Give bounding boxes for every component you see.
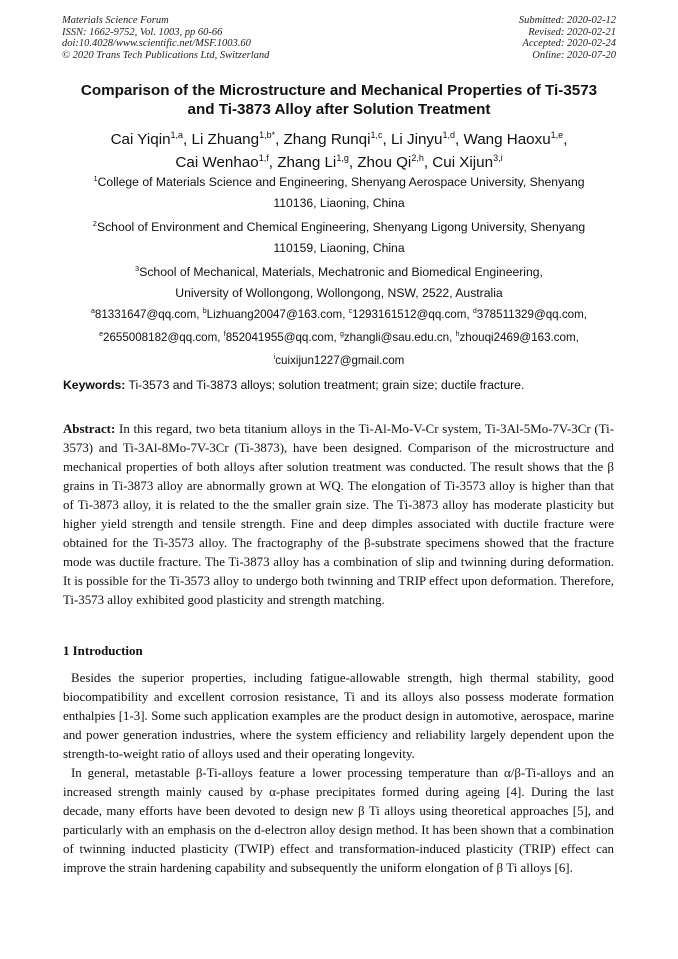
email-link[interactable]: 378511329@qq.com (476, 307, 584, 321)
journal-info (62, 15, 269, 61)
email-sep: , (575, 330, 579, 344)
author-line (40, 126, 638, 149)
email-sep: , (449, 330, 456, 344)
author-sup: 1,f (258, 153, 269, 164)
keywords-label: Keywords: (63, 378, 126, 392)
affiliation-line: 110136, Liaoning, China (273, 195, 405, 210)
submission-dates (519, 15, 616, 61)
email-sup: a (91, 308, 95, 315)
email-sep: , (333, 330, 340, 344)
email-sep: , (342, 307, 349, 321)
author-sup: 1,b* (259, 130, 276, 140)
journal-doi: doi:10.4028/www.scientific.net/MSF.1003.60 (62, 38, 251, 49)
intro-paragraph: In general, metastable β-Ti-alloys feature a lower processing temperature than α/β-Ti-alloys and an increased strength mainly caused by α-phase precipitates formed during ageing [4]. During the last decade, many efforts have been devoted to design new β Ti alloys using theoretical approaches [5], and particularly with an emphasis on the d-electron alloy design method. It has been shown that a combination of twinning inducted plasticity (TWIP) effect and transformation-induced plasticity (TRIP) effect can improve the strain hardening capability and subsequently the uniform elongation of β Ti alloys [6]. (63, 766, 614, 875)
author-name: Zhou Qi (357, 154, 412, 172)
email-line (50, 302, 628, 325)
email-link[interactable]: 1293161512@qq.com (352, 307, 467, 321)
email-sep: , (583, 307, 587, 321)
affiliation-line: University of Wollongong, Wollongong, NSW, 2522, Australia (175, 285, 503, 300)
email-list (50, 302, 628, 371)
journal-issn: ISSN: 1662-9752, Vol. 1003, pp 60-66 (62, 26, 223, 38)
date-revised: Revised: 2020-02-21 (528, 26, 616, 38)
email-link[interactable]: 81331647@qq.com (94, 307, 197, 321)
affiliation-text: School of Mechanical, Materials, Mechatronic and Biomedical Engineering, (139, 265, 543, 280)
keywords (63, 376, 619, 394)
email-line (50, 348, 628, 371)
author-name: Cai Yiqin (110, 131, 171, 149)
email-sep: , (196, 307, 203, 321)
email-link[interactable]: zhangli@sau.edu.cn (343, 330, 450, 344)
journal-copyright: © 2020 Trans Tech Publications Ltd, Switzerland (62, 49, 270, 61)
email-sup: c (348, 308, 353, 315)
affiliation-line (80, 214, 598, 238)
intro-paragraph: Besides the superior properties, including fatigue-allowable strength, high thermal stability, good biocompatibility and excellent corrosion resistance, Ti and its alloys also possess moderate formation enthalpies [1-3]. Some such application examples are the product design in automotive, aerospace, marine and power generation industries, where the system efficiency and reliability largely dependent upon the strength-to-weight ratio of alloys used and their operating longevity. (63, 671, 614, 761)
abstract (63, 420, 614, 610)
author-name: Wang Haoxu (463, 131, 551, 149)
email-sep: , (217, 330, 224, 344)
email-sup: b (202, 308, 207, 315)
author-sup: 2,h (411, 153, 424, 164)
affiliation-1 (80, 169, 598, 213)
email-link[interactable]: zhouqi2469@163.com (459, 330, 576, 344)
email-line (50, 325, 628, 348)
author-sup: 3,i (493, 153, 503, 164)
date-accepted: Accepted: 2020-02-24 (522, 38, 616, 49)
email-sup: e (99, 331, 103, 339)
author-name: Li Zhuang (191, 131, 260, 149)
author-list (40, 126, 638, 172)
author-sep: , (275, 131, 284, 149)
author-sep: , (563, 131, 568, 149)
affiliation-line: 110159, Liaoning, China (273, 240, 405, 255)
email-link[interactable]: Lizhuang20047@163.com (206, 307, 343, 321)
affiliation-text: College of Materials Science and Engineering, Shenyang Aerospace University, Shenyang (97, 175, 585, 190)
abstract-text: In this regard, two beta titanium alloys in the Ti-Al-Mo-V-Cr system, Ti-3Al-5Mo-7V-3Cr (Ti-3573) and Ti-3Al-8Mo-7V-3Cr (Ti-3873), have been designed. Comparison of the microstructure and mechanical properties of both alloys after solution treatment was conducted. The result shows that the β grains in Ti-3873 alloy are abnormally grown at WQ. The elongation of Ti-3573 alloy is higher than that of Ti-3873 alloy, it is related to the the smaller grain size. The Ti-3873 alloy has moderate plasticity but higher yield strength and tensile strength. Fine and deep dimples associated with ductile fracture were obtained for the Ti-3573 alloy. The fractography of the β-substrate specimens showed that the fracture mode was ductile fracture. The Ti-3873 alloy has a combination of slip and twinning during deformation. It is possible for the Ti-3573 alloy to undergo both twinning and TRIP effect upon deformation. Therefore, Ti-3573 alloy exhibited good plasticity and strength matching. (63, 422, 614, 607)
email-sup: i (273, 354, 276, 362)
section-heading: 1 Introduction (63, 644, 143, 658)
author-sep: , (348, 154, 358, 172)
title-line: and Ti-3873 Alloy after Solution Treatment (187, 101, 491, 118)
abstract-label: Abstract: (63, 422, 116, 436)
email-sup: h (455, 331, 460, 339)
author-sup: 1,g (336, 153, 349, 164)
author-name: Zhang Runqi (283, 131, 371, 149)
keywords-text: Ti-3573 and Ti-3873 alloys; solution treatment; grain size; ductile fracture. (128, 378, 525, 392)
affiliation-line (80, 259, 598, 283)
affiliation-3 (80, 259, 598, 303)
author-name: Cui Xijun (432, 154, 494, 172)
author-sup: 1,d (442, 130, 455, 140)
email-sup: d (472, 308, 477, 315)
author-sup: 1,a (170, 130, 184, 140)
title-line: Comparison of the Microstructure and Mechanical Properties of Ti-3573 (80, 82, 598, 99)
author-name: Zhang Li (277, 154, 337, 172)
email-sup: f (223, 331, 226, 339)
email-link[interactable]: 852041955@qq.com (225, 330, 334, 344)
affiliation-sup: 3 (135, 264, 140, 273)
email-sup: g (339, 331, 344, 339)
date-submitted: Submitted: 2020-02-12 (518, 15, 616, 26)
author-sup: 1,c (370, 130, 383, 140)
author-name: Cai Wenhao (175, 154, 259, 172)
author-name: Li Jinyu (390, 131, 443, 149)
author-sep: , (454, 131, 464, 149)
author-sep: , (268, 154, 278, 172)
journal-name: Materials Science Forum (62, 15, 169, 26)
email-link[interactable]: cuixijun1227@gmail.com (275, 353, 405, 367)
affiliation-sup: 2 (92, 219, 97, 228)
date-online: Online: 2020-07-20 (532, 49, 616, 61)
affiliation-text: School of Environment and Chemical Engineering, Shenyang Ligong University, Shenyang (96, 220, 586, 235)
author-sup: 1,e (550, 130, 564, 140)
affiliation-line (80, 169, 598, 193)
author-sep: , (423, 154, 433, 172)
email-link[interactable]: 2655008182@qq.com (103, 330, 218, 344)
author-sep: , (382, 131, 391, 149)
paper-title (40, 81, 638, 119)
author-sep: , (183, 131, 192, 149)
affiliation-sup: 1 (93, 174, 98, 183)
affiliation-2 (80, 214, 598, 258)
email-sep: , (466, 307, 473, 321)
